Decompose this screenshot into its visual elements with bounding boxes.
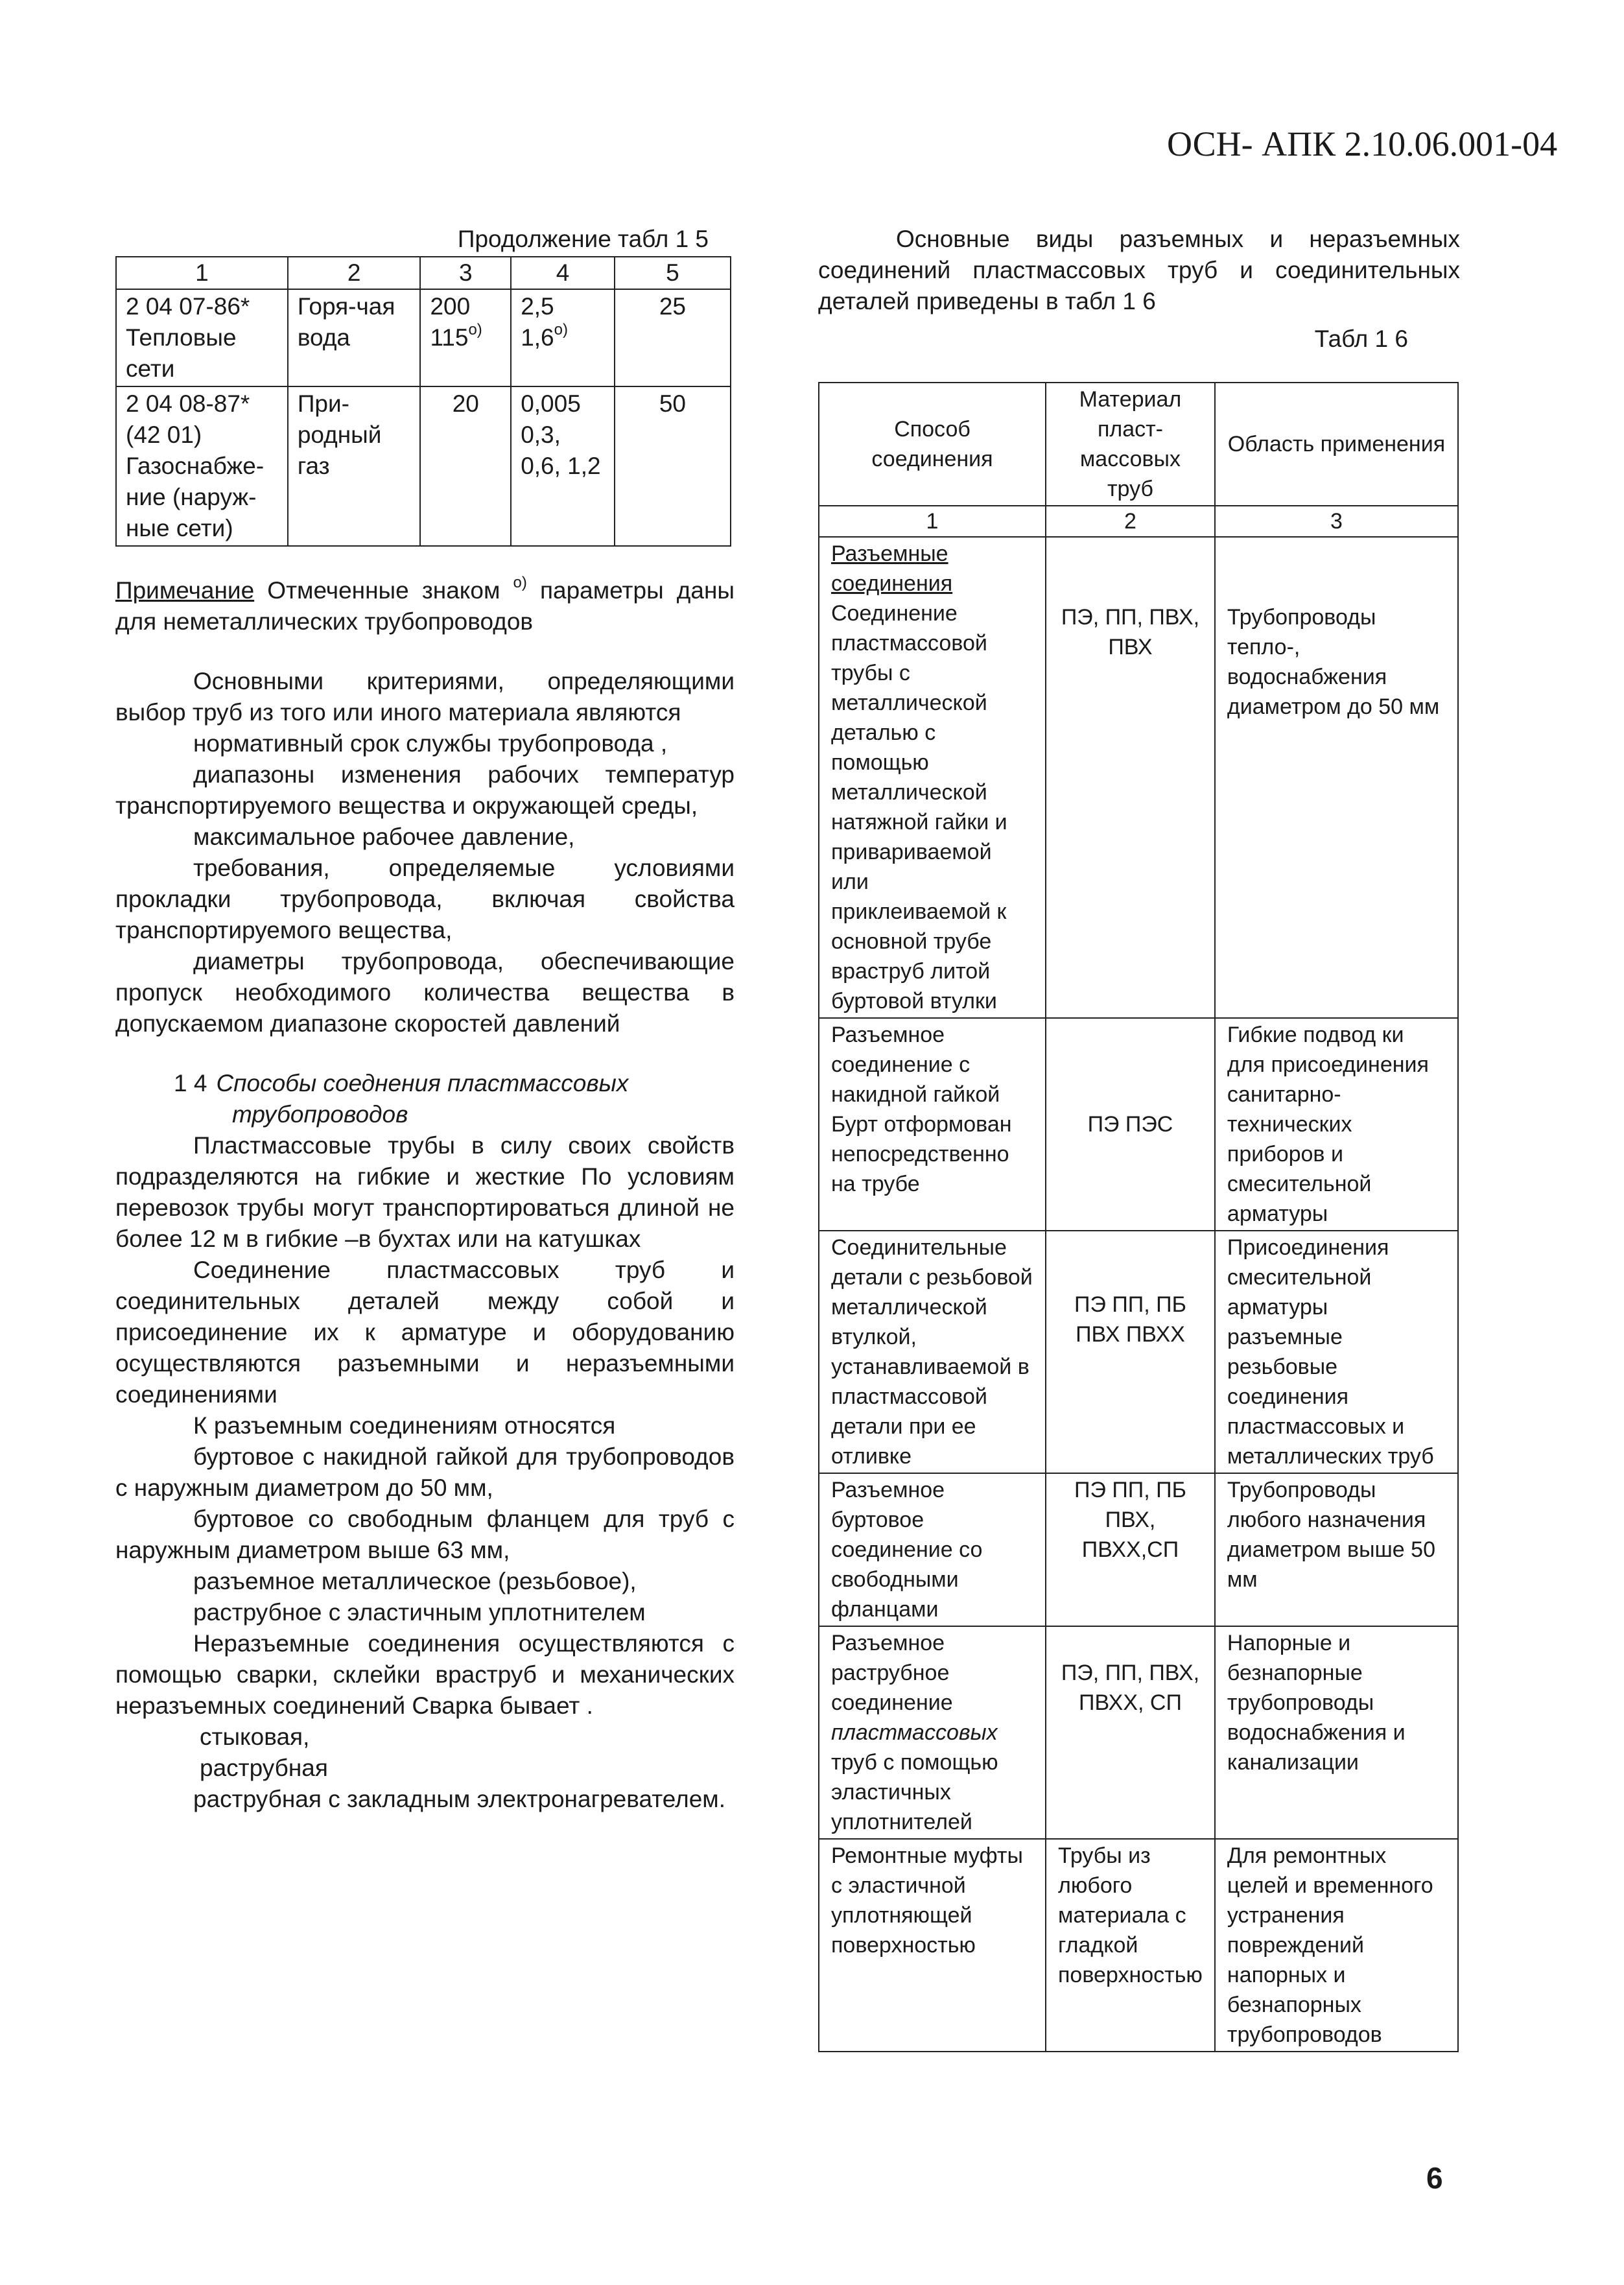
table16-cell: ПЭ ПП, ПБ ПВХ ПВХХ bbox=[1046, 1231, 1215, 1473]
table-note bbox=[115, 575, 735, 637]
table16-cell: ПЭ, ПП, ПВХ, ПВХ bbox=[1046, 537, 1215, 1018]
list-item: разъемное металлическое (резьбовое), bbox=[193, 1568, 637, 1594]
list-item: диапазоны изменения рабочих температур транспортируемого вещества и окружающей среды, bbox=[115, 761, 735, 819]
list-item: стыковая, bbox=[200, 1723, 310, 1750]
table16-cell bbox=[819, 537, 1046, 1018]
table16-header-cell: Область применения bbox=[1215, 383, 1458, 506]
value: 115 bbox=[430, 324, 469, 351]
table16-number-cell: 1 bbox=[819, 506, 1046, 537]
list-item: раструбная с закладным электронагревателем. bbox=[193, 1786, 725, 1812]
table16-cell: ПЭ, ПП, ПВХ, ПВХХ, СП bbox=[1046, 1626, 1215, 1839]
paragraph: Основные виды разъемных и неразъемных соединений пластмассовых труб и соединительных деталей приведены в табл 1 6 bbox=[818, 226, 1460, 314]
table16-cell: Напорные и безнапорные трубопроводы водоснабжения и канализации bbox=[1215, 1626, 1458, 1839]
cell-text: труб с помощью эластичных уплотнителей bbox=[831, 1750, 998, 1834]
table16-cell bbox=[819, 1626, 1046, 1839]
section-heading bbox=[115, 1068, 735, 1130]
section-number: 1 4 bbox=[174, 1070, 207, 1096]
table15-caption: Продолжение табл 1 5 bbox=[457, 226, 709, 252]
cell-text: пластмассовых bbox=[831, 1720, 998, 1745]
value: 2,5 bbox=[521, 293, 554, 320]
table15-cell: 0,005 0,3, 0,6, 1,2 bbox=[511, 386, 615, 546]
footnote-mark: о) bbox=[554, 321, 568, 338]
table16-header-row bbox=[819, 383, 1458, 506]
table16-number-cell: 3 bbox=[1215, 506, 1458, 537]
table15-header-cell: 2 bbox=[288, 257, 421, 289]
table15-header-cell: 4 bbox=[511, 257, 615, 289]
table16-number-row bbox=[819, 506, 1458, 537]
paragraph: К разъемным соединениям относятся bbox=[193, 1412, 616, 1439]
table-row bbox=[819, 1839, 1458, 2052]
table15-header-row bbox=[116, 257, 731, 289]
table16-header-cell: Способ соединения bbox=[819, 383, 1046, 506]
paragraph: Неразъемные соединения осуществляются с помощью сварки, склейки враструб и механических неразъемных соединений Сварка бывает . bbox=[115, 1630, 735, 1719]
table15-cell: 50 bbox=[615, 386, 731, 546]
table-row bbox=[819, 1018, 1458, 1231]
table-row bbox=[116, 289, 731, 386]
table16-cell: Трубопроводы любого назначения диаметром выше 50 мм bbox=[1215, 1473, 1458, 1626]
table15-header-cell: 3 bbox=[420, 257, 511, 289]
cell-text: Соединение пластмассовой трубы с металлической деталью с помощью металлической натяжной гайки и привариваемой или приклеиваемой к основной трубе враструб литой буртовой втулки bbox=[831, 601, 1007, 1013]
table16-cell: ПЭ ПЭС bbox=[1046, 1018, 1215, 1231]
table16 bbox=[818, 382, 1459, 2052]
note-label: Примечание bbox=[115, 577, 255, 604]
table16-cell: Разъемное соединение с накидной гайкой Бурт отформован непосредственно на трубе bbox=[819, 1018, 1046, 1231]
table15-cell bbox=[511, 289, 615, 386]
table16-cell: Гибкие подвод ки для присоединения санитарно-технических приборов и смесительной арматуры bbox=[1215, 1018, 1458, 1231]
table15-cell bbox=[420, 289, 511, 386]
paragraph: Соединение пластмассовых труб и соединительных деталей между собой и присоединение их к арматуре и оборудованию осуществляются разъемными и неразъемными соединениями bbox=[115, 1257, 735, 1408]
list-item: раструбное с эластичным уплотнителем bbox=[193, 1599, 646, 1626]
table16-cell: ПЭ ПП, ПБ ПВХ, ПВХХ,СП bbox=[1046, 1473, 1215, 1626]
table16-cell: Трубопроводы тепло-, водоснабжения диаметром до 50 мм bbox=[1215, 537, 1458, 1018]
list-item: нормативный срок службы трубопровода , bbox=[193, 730, 668, 757]
document-code: ОСН- АПК 2.10.06.001-04 bbox=[1167, 124, 1558, 163]
list-item: раструбная bbox=[200, 1755, 328, 1781]
list-item: буртовое со свободным фланцем для труб с наружным диаметром выше 63 мм, bbox=[115, 1506, 735, 1563]
table15-cell: 2 04 08-87* (42 01) Газоснабже-ние (наруж-ные сети) bbox=[116, 386, 288, 546]
value: 200 bbox=[430, 293, 471, 320]
table16-cell: Присоединения смесительной арматуры разъемные резьбовые соединения пластмассовых и металлических труб bbox=[1215, 1231, 1458, 1473]
footnote-mark: о) bbox=[468, 321, 482, 338]
section-title: Способы соеднения пластмассовых bbox=[216, 1070, 629, 1096]
value: 1,6 bbox=[521, 324, 554, 351]
table-row bbox=[116, 386, 731, 546]
section-title: трубопроводов bbox=[232, 1101, 408, 1128]
table16-cell: Разъемное буртовое соединение со свободными фланцами bbox=[819, 1473, 1046, 1626]
table16-caption: Табл 1 6 bbox=[1314, 326, 1408, 352]
table15 bbox=[115, 256, 731, 547]
cell-text: Разъемное раструбное соединение bbox=[831, 1631, 953, 1715]
table15-cell: 2 04 07-86* Тепловые сети bbox=[116, 289, 288, 386]
table16-number-cell: 2 bbox=[1046, 506, 1215, 537]
table15-cell: При-родный газ bbox=[288, 386, 421, 546]
table16-cell: Соединительные детали с резьбовой металлической втулкой, устанавливаемой в пластмассовой детали при ее отливке bbox=[819, 1231, 1046, 1473]
table16-header-cell: Материал пласт-массовых труб bbox=[1046, 383, 1215, 506]
list-item: диаметры трубопровода, обеспечивающие пропуск необходимого количества вещества в допускаемом диапазоне скоростей давлений bbox=[115, 948, 735, 1037]
table-row bbox=[819, 537, 1458, 1018]
list-item: максимальное рабочее давление, bbox=[193, 823, 575, 850]
table15-cell: 25 bbox=[615, 289, 731, 386]
list-item: требования, определяемые условиями прокладки трубопровода, включая свойства транспортируемого вещества, bbox=[115, 855, 735, 943]
note-text: параметры даны для неметаллических трубопроводов bbox=[115, 577, 735, 635]
table15-cell: Горя-чая вода bbox=[288, 289, 421, 386]
left-column bbox=[115, 224, 735, 1815]
table15-header-cell: 5 bbox=[615, 257, 731, 289]
note-text: Отмеченные знаком bbox=[254, 577, 513, 604]
table16-cell: Ремонтные муфты с эластичной уплотняющей поверхностью bbox=[819, 1839, 1046, 2052]
table16-cell: Для ремонтных целей и временного устранения повреждений напорных и безнапорных трубопроводов bbox=[1215, 1839, 1458, 2052]
paragraph: Основными критериями, определяющими выбор труб из того или иного материала являются bbox=[115, 668, 735, 726]
footnote-mark: о) bbox=[513, 574, 527, 591]
table-row bbox=[819, 1231, 1458, 1473]
page-number: 6 bbox=[1426, 2161, 1443, 2195]
group-label: Разъемные соединения bbox=[831, 541, 953, 596]
table-row bbox=[819, 1626, 1458, 1839]
list-item: буртовое с накидной гайкой для трубопроводов с наружным диаметром до 50 мм, bbox=[115, 1443, 735, 1501]
table16-cell: Трубы из любого материала с гладкой поверхностью bbox=[1046, 1839, 1215, 2052]
table15-header-cell: 1 bbox=[116, 257, 288, 289]
table15-cell: 20 bbox=[420, 386, 511, 546]
paragraph: Пластмассовые трубы в силу своих свойств подразделяются на гибкие и жесткие По условиям перевозок трубы могут транспортироваться длиной не более 12 м в гибкие –в бухтах или на катушках bbox=[115, 1132, 735, 1252]
right-column bbox=[818, 224, 1460, 2052]
table-row bbox=[819, 1473, 1458, 1626]
